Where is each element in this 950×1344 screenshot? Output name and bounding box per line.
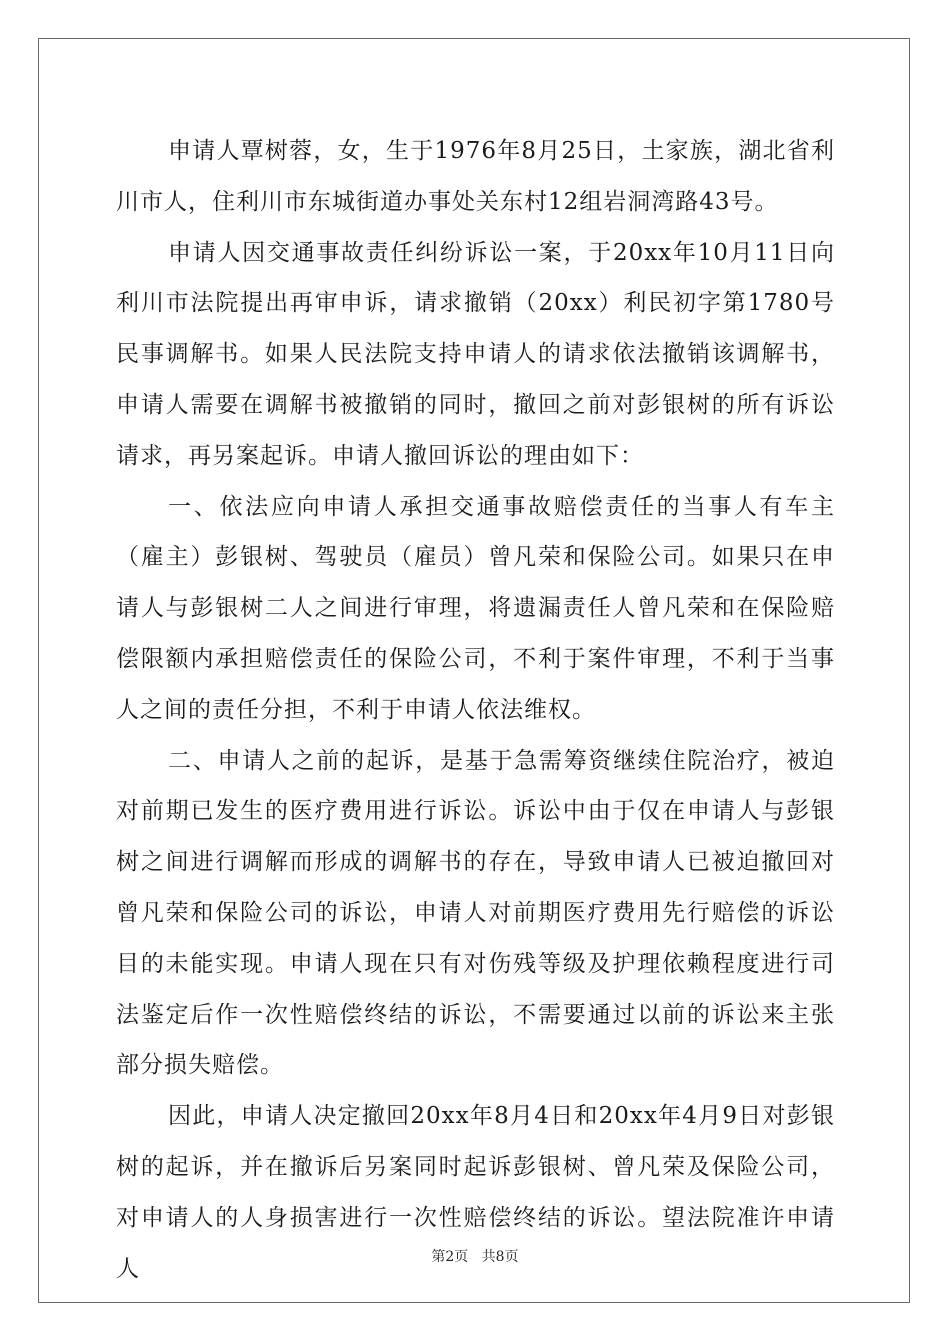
document-body (116, 126, 835, 1294)
paragraph-case-background: 申请人因交通事故责任纠纷诉讼一案，于20xx年10月11日向利川市法院提出再审申诉，请求撤销（20xx）利民初字第1780号民事调解书。如果人民法院支持申请人的请求依法撤销该调解书，申请人需要在调解书被撤销的同时，撤回之前对彭银树的所有诉讼请求，再另案起诉。申请人撤回诉讼的理由如下： (116, 239, 835, 469)
paragraph-applicant-info: 申请人覃树蓉，女，生于1976年8月25日，土家族，湖北省利川市人，住利川市东城街道办事处关东村12组岩洞湾路43号。 (116, 138, 835, 215)
page-total: 共8页 (481, 1249, 519, 1265)
paragraph-conclusion: 因此，申请人决定撤回20xx年8月4日和20xx年4月9日对彭银树的起诉，并在撤诉后另案同时起诉彭银树、曾凡荣及保险公司，对申请人的人身损害进行一次性赔偿终结的诉讼。望法院准许申请人 (116, 1103, 835, 1282)
paragraph-reason-one: 一、依法应向申请人承担交通事故赔偿责任的当事人有车主（雇主）彭银树、驾驶员（雇员）曾凡荣和保险公司。如果只在申请人与彭银树二人之间进行审理，将遗漏责任人曾凡荣和在保险赔偿限额内承担赔偿责任的保险公司，不利于案件审理，不利于当事人之间的责任分担，不利于申请人依法维权。 (116, 493, 835, 723)
paragraph-reason-two: 二、申请人之前的起诉，是基于急需筹资继续住院治疗，被迫对前期已发生的医疗费用进行诉讼。诉讼中由于仅在申请人与彭银树之间进行调解而形成的调解书的存在，导致申请人已被迫撤回对曾凡荣和保险公司的诉讼，申请人对前期医疗费用先行赔偿的诉讼目的未能实现。申请人现在只有对伤残等级及护理依赖程度进行司法鉴定后作一次性赔偿终结的诉讼，不需要通过以前的诉讼来主张部分损失赔偿。 (116, 747, 835, 1079)
page-footer (0, 1246, 950, 1266)
page-number: 第2页 (431, 1249, 469, 1265)
